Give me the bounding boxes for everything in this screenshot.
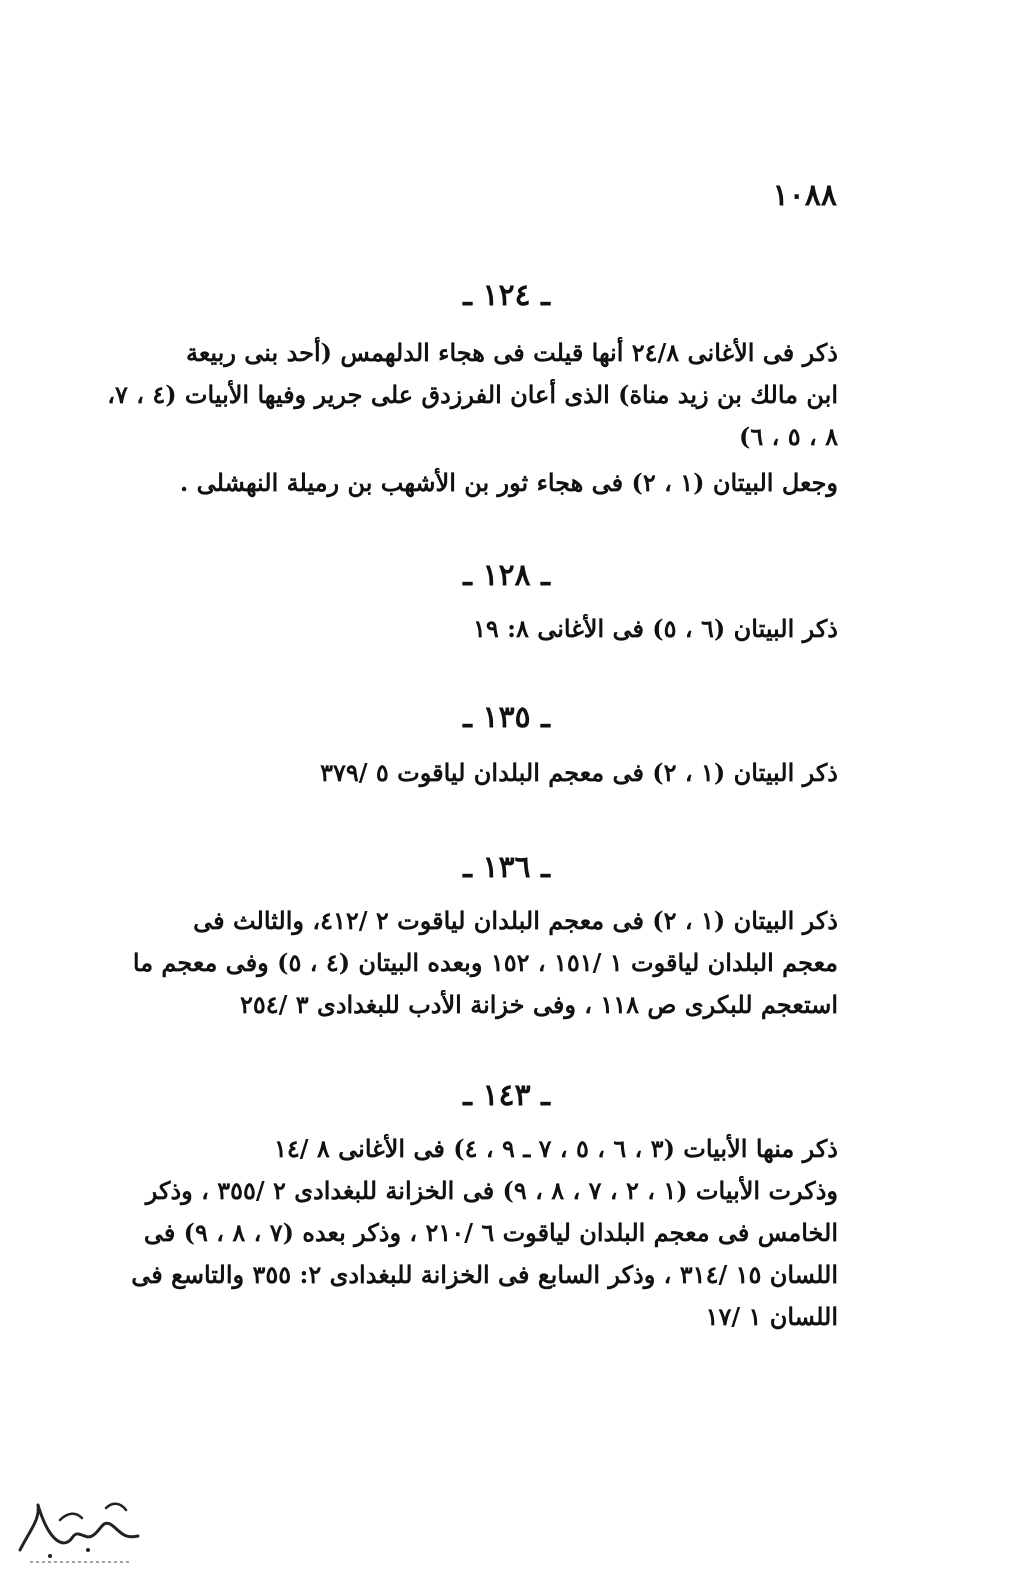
text-line: ذكر البيتان (١ ، ٢) فى معجم البلدان لياقوت ٢ /٤١٢، والثالث فى xyxy=(193,906,838,935)
text-line: ٨ ، ٥ ، ٦) xyxy=(739,422,838,451)
text-line: ذكر منها الأبيات (٣ ، ٦ ، ٥ ، ٧ ـ ٩ ، ٤) فى الأغانى ٨ /١٤ xyxy=(273,1134,838,1163)
text-line: معجم البلدان لياقوت ١ /١٥١ ، ١٥٢ وبعده البيتان (٤ ، ٥) وفى معجم ما xyxy=(132,948,838,977)
text-line: استعجم للبكرى ص ١١٨ ، وفى خزانة الأدب للبغدادى ٣ /٢٥٤ xyxy=(240,990,838,1019)
section-135-paragraph-1 xyxy=(320,752,838,794)
calligraphy-logo xyxy=(10,1490,150,1570)
text-line: ذكر البيتان (١ ، ٢) فى معجم البلدان لياقوت ٥ /٣٧٩ xyxy=(320,758,838,787)
section-heading-124: ـ ١٢٤ ـ xyxy=(463,278,550,313)
section-124-paragraph-2 xyxy=(180,462,838,504)
text-line: ذكر فى الأغانى ٢٤/٨ أنها قيلت فى هجاء الدلهمس (أحد بنى ربيعة xyxy=(185,338,838,367)
section-128-paragraph-1 xyxy=(473,608,838,650)
text-line: وذكرت الأبيات (١ ، ٢ ، ٧ ، ٨ ، ٩) فى الخزانة للبغدادى ٢ /٣٥٥ ، وذكر xyxy=(145,1176,838,1205)
section-heading-128: ـ ١٢٨ ـ xyxy=(463,558,550,593)
text-line: اللسان ١ /١٧ xyxy=(705,1302,838,1331)
text-line: ابن مالك بن زيد مناة) الذى أعان الفرزدق على جرير وفيها الأبيات (٤ ، ٧، xyxy=(107,380,838,409)
text-line: ذكر البيتان (٦ ، ٥) فى الأغانى ٨: ١٩ xyxy=(472,614,838,643)
text-line: اللسان ١٥ /٣١٤ ، وذكر السابع فى الخزانة للبغدادى ٢: ٣٥٥ والتاسع فى xyxy=(131,1260,838,1289)
section-124-paragraph-1 xyxy=(107,332,838,458)
section-heading-136: ـ ١٣٦ ـ xyxy=(463,850,550,885)
section-heading-135: ـ ١٣٥ ـ xyxy=(463,700,550,735)
section-143-paragraph-1 xyxy=(131,1128,838,1338)
text-line: وجعل البيتان (١ ، ٢) فى هجاء ثور بن الأشهب بن رميلة النهشلى . xyxy=(179,468,838,497)
text-line: الخامس فى معجم البلدان لياقوت ٦ /٢١٠ ، وذكر بعده (٧ ، ٨ ، ٩) فى xyxy=(143,1218,838,1247)
page-number: ١٠٨٨ xyxy=(772,178,837,213)
section-136-paragraph-1 xyxy=(132,900,838,1026)
section-heading-143: ـ ١٤٣ ـ xyxy=(463,1078,550,1113)
